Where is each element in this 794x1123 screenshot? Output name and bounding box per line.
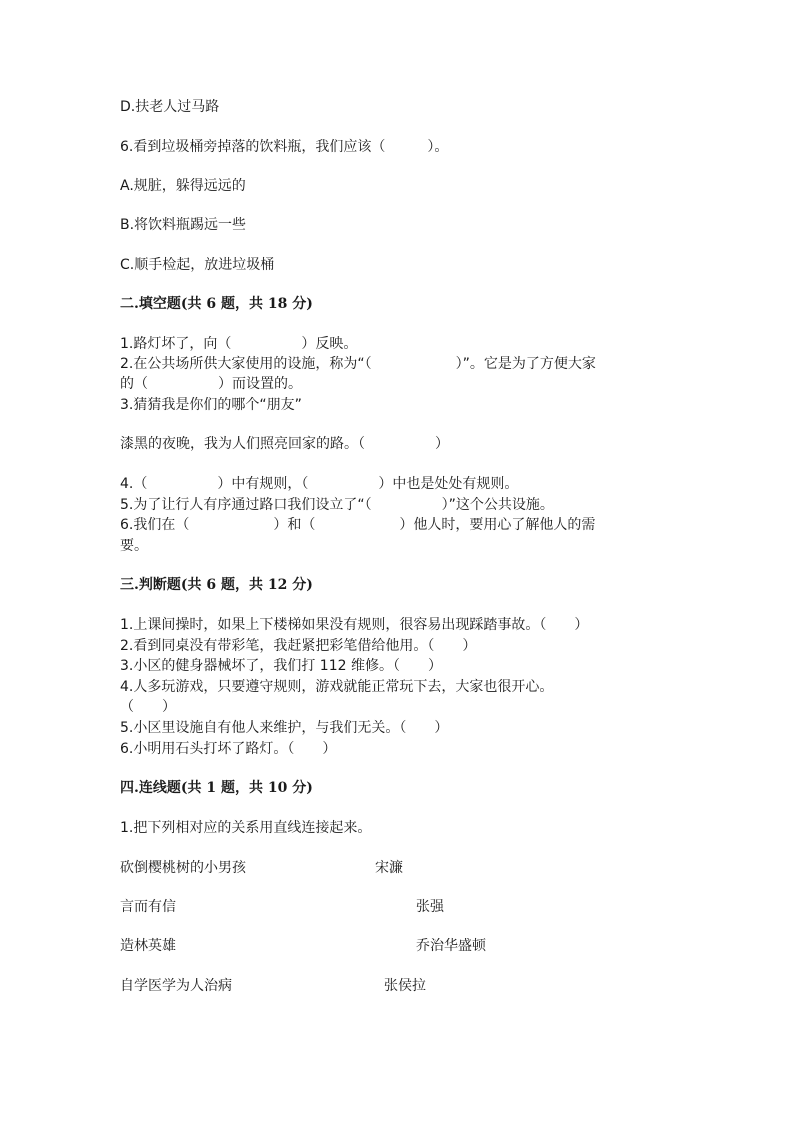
match-left-3: 造林英雄 (120, 938, 176, 954)
s2-line-2: 2.在公共场所供大家使用的设施，称为“（ ）”。它是为了方便大家 (120, 356, 596, 372)
match-right-3: 乔治华盛顿 (416, 938, 486, 954)
s2-line-4: 3.猜猜我是你们的哪个“朋友” (120, 397, 302, 413)
s2-line-8: 6.我们在（ ）和（ ）他人时，要用心了解他人的需 (120, 517, 596, 533)
q6-option-b: B.将饮料瓶踢远一些 (120, 217, 247, 233)
q6-option-c: C.顺手检起，放进垃圾桶 (120, 257, 275, 273)
match-left-2: 言而有信 (120, 899, 176, 915)
section2-title: 二.填空题(共 6 题，共 18 分) (120, 296, 313, 312)
s3-line-3: 3.小区的健身器械坏了，我们打 112 维修。（ ） (120, 658, 442, 674)
match-right-2: 张强 (416, 899, 444, 915)
match-right-1: 宋濂 (375, 860, 403, 876)
s3-line-1: 1.上课间操时，如果上下楼梯如果没有规则，很容易出现踩踏事故。（ ） (120, 617, 589, 633)
s2-line-5: 漆黑的夜晚，我为人们照亮回家的路。（ ） (120, 436, 449, 452)
s2-line-6: 4.（ ）中有规则，（ ）中也是处处有规则。 (120, 476, 519, 492)
s3-line-7: 6.小明用石头打坏了路灯。（ ） (120, 741, 337, 757)
s3-line-6: 5.小区里设施自有他人来维护，与我们无关。（ ） (120, 720, 449, 736)
s3-line-5: （ ） (120, 699, 176, 715)
s4-instruction: 1.把下列相对应的关系用直线连接起来。 (120, 820, 372, 836)
s2-line-1: 1.路灯坏了，向（ ）反映。 (120, 336, 358, 352)
s3-line-4: 4.人多玩游戏，只要遵守规则，游戏就能正常玩下去，大家也很开心。 (120, 679, 554, 695)
s2-line-9: 要。 (120, 538, 148, 554)
match-left-1: 砍倒樱桃树的小男孩 (120, 860, 246, 876)
q5-option-d: D.扶老人过马路 (120, 99, 220, 115)
q6-question: 6.看到垃圾桶旁掉落的饮料瓶，我们应该（ ）。 (120, 139, 449, 155)
s2-line-7: 5.为了让行人有序通过路口我们设立了“（ ）”这个公共设施。 (120, 497, 554, 513)
section3-title: 三.判断题(共 6 题，共 12 分) (120, 577, 313, 593)
section4-title: 四.连线题(共 1 题，共 10 分) (120, 780, 313, 796)
match-left-4: 自学医学为人治病 (120, 978, 232, 994)
s3-line-2: 2.看到同桌没有带彩笔，我赶紧把彩笔借给他用。（ ） (120, 638, 477, 654)
q6-option-a: A.规脏，躲得远远的 (120, 178, 246, 194)
s2-line-3: 的（ ）而设置的。 (120, 376, 302, 392)
match-right-4: 张侯拉 (384, 978, 426, 994)
